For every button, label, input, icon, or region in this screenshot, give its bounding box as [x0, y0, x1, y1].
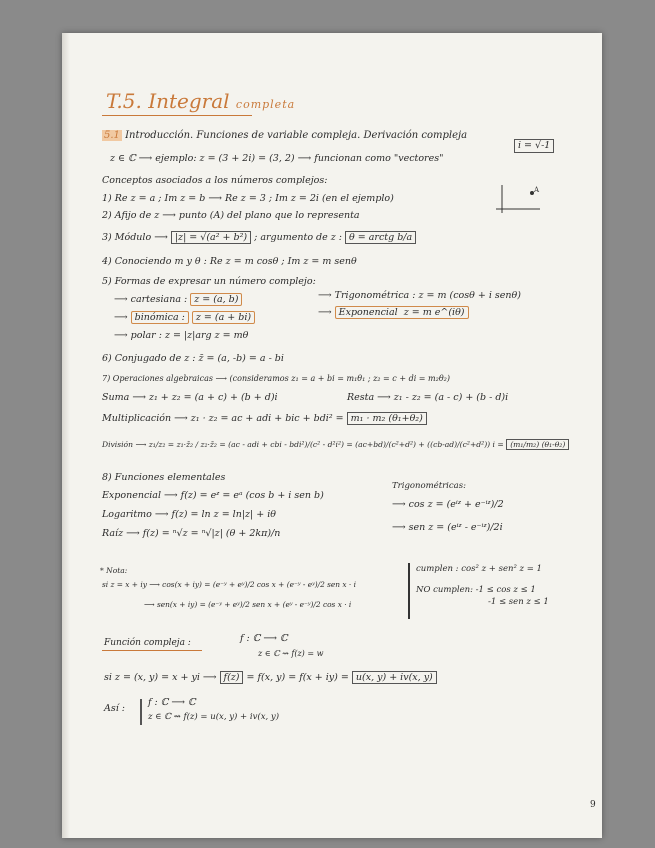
section-title: Introducción. Funciones de variable compleja. Derivación compleja — [125, 130, 468, 141]
note-divider — [408, 563, 410, 619]
section-number: 5.1 — [104, 130, 120, 141]
asi-label: Así : — [104, 703, 125, 714]
func-exponential: Exponencial ⟶ f(z) = eᶻ = eᵃ (cos b + i sen b) — [102, 490, 324, 501]
modulus-box: |z| = √(a² + b²) — [171, 231, 251, 244]
concepts-heading: Conceptos asociados a los números complejos: — [102, 175, 328, 186]
item-8: 8) Funciones elementales — [102, 472, 226, 483]
argument-box: θ = arctg b/a — [345, 231, 416, 244]
heading-underline — [102, 650, 202, 651]
form-exponential: ⟶ Exponencial z = m e^(iθ) — [318, 307, 469, 319]
form-trigonometric: ⟶ Trigonométrica : z = m (cosθ + i senθ) — [318, 290, 521, 301]
item-7: 7) Operaciones algebraicas ⟶ (consideramos z₁ = a + bi = m₁θ₁ ; z₂ = c + di = m₂θ₂) — [102, 374, 450, 383]
item-1: 1) Re z = a ; Im z = b ⟶ Re z = 3 ; Im z = 2i (en el ejemplo) — [102, 193, 394, 204]
def-line-2: z ∈ ℂ ⇝ f(z) = w — [258, 649, 324, 658]
func-cos: ⟶ cos z = (eⁱᶻ + e⁻ⁱᶻ)/2 — [392, 499, 504, 510]
note-cumplen: cumplen : cos² z + sen² z = 1 — [416, 564, 542, 574]
section-heading — [102, 130, 467, 142]
op-multiply: Multiplicación ⟶ z₁ · z₂ = ac + adi + bic + bdi² = m₁ · m₂ (θ₁+θ₂) — [102, 413, 427, 425]
func-root: Raíz ⟶ f(z) = ⁿ√z = ⁿ√|z| (θ + 2kπ)/n — [102, 528, 281, 539]
function-decomposition: si z = (x, y) = x + yi ⟶ f(z) = f(x, y) = f(x + iy) = u(x, y) + iv(x, y) — [104, 672, 437, 684]
item-6: 6) Conjugado de z : z̄ = (a, -b) = a - bi — [102, 353, 284, 364]
title-underline — [102, 115, 252, 116]
form-polar: ⟶ polar : z = |z|arg z = mθ — [114, 330, 249, 341]
def-line-1: f : ℂ ⟶ ℂ — [240, 633, 288, 644]
note-label: * Nota: — [100, 566, 128, 575]
note-no-cumplen: NO cumplen: -1 ≤ cos z ≤ 1 — [416, 585, 536, 595]
complex-function-heading: Función compleja : — [104, 638, 191, 648]
asi-line-1: f : ℂ ⟶ ℂ — [148, 697, 196, 708]
item-4: 4) Conociendo m y θ : Re z = m cosθ ; Im z = m senθ — [102, 256, 357, 267]
note-cos: si z = x + iy ⟶ cos(x + iy) = (e⁻ʸ + eʸ)/2 cos x + (e⁻ʸ - eʸ)/2 sen x · i — [102, 580, 356, 589]
note-sin: ⟶ sen(x + iy) = (e⁻ʸ + eʸ)/2 sen x + (eʸ - e⁻ʸ)/2 cos x · i — [144, 600, 352, 609]
item-3: 3) Módulo ⟶ |z| = √(a² + b²) ; argumento de z : θ = arctg b/a — [102, 232, 416, 244]
imaginary-unit-box: i = √-1 — [514, 139, 554, 153]
complex-plane-sketch — [494, 183, 544, 218]
page-binding — [62, 33, 70, 838]
chapter-title: T.5. Integral completa — [106, 89, 296, 113]
notebook-page — [62, 33, 602, 838]
func-logarithm: Logaritmo ⟶ f(z) = ln z = ln|z| + iθ — [102, 509, 276, 520]
asi-bracket — [140, 699, 142, 725]
op-divide: División ⟶ z₁/z₂ = z₁·z̄₂ / z₂·z̄₂ = (ac - adi + cbi - bdi²)/(c² - d²i²) = (ac+bd)/(c²+d²) + ((cb-ad)/(c²+d²)) i = (m₁/m₂) (θ₁-θ₂) — [102, 439, 569, 451]
item-5: 5) Formas de expresar un número complejo: — [102, 276, 316, 287]
trig-heading: Trigonométricas: — [392, 481, 466, 491]
note-no-cumplen-2: -1 ≤ sen z ≤ 1 — [488, 597, 549, 607]
item-2: 2) Afijo de z ⟶ punto (A) del plano que lo representa — [102, 210, 360, 221]
form-binomial: ⟶ binómica : z = (a + bi) — [114, 312, 255, 324]
example-line: z ∈ ℂ ⟶ ejemplo: z = (3 + 2i) = (3, 2) ⟶ funcionan como "vectores" — [110, 153, 444, 164]
func-sin: ⟶ sen z = (eⁱᶻ - e⁻ⁱᶻ)/2i — [392, 522, 503, 533]
page-number: 9 — [590, 800, 596, 810]
asi-line-2: z ∈ ℂ ⇝ f(z) = u(x, y) + iv(x, y) — [148, 712, 280, 722]
op-subtract: Resta ⟶ z₁ - z₂ = (a - c) + (b - d)i — [347, 392, 509, 403]
op-sum: Suma ⟶ z₁ + z₂ = (a + c) + (b + d)i — [102, 392, 278, 403]
form-cartesian: ⟶ cartesiana : z = (a, b) — [114, 294, 242, 306]
svg-text:A: A — [534, 186, 540, 194]
